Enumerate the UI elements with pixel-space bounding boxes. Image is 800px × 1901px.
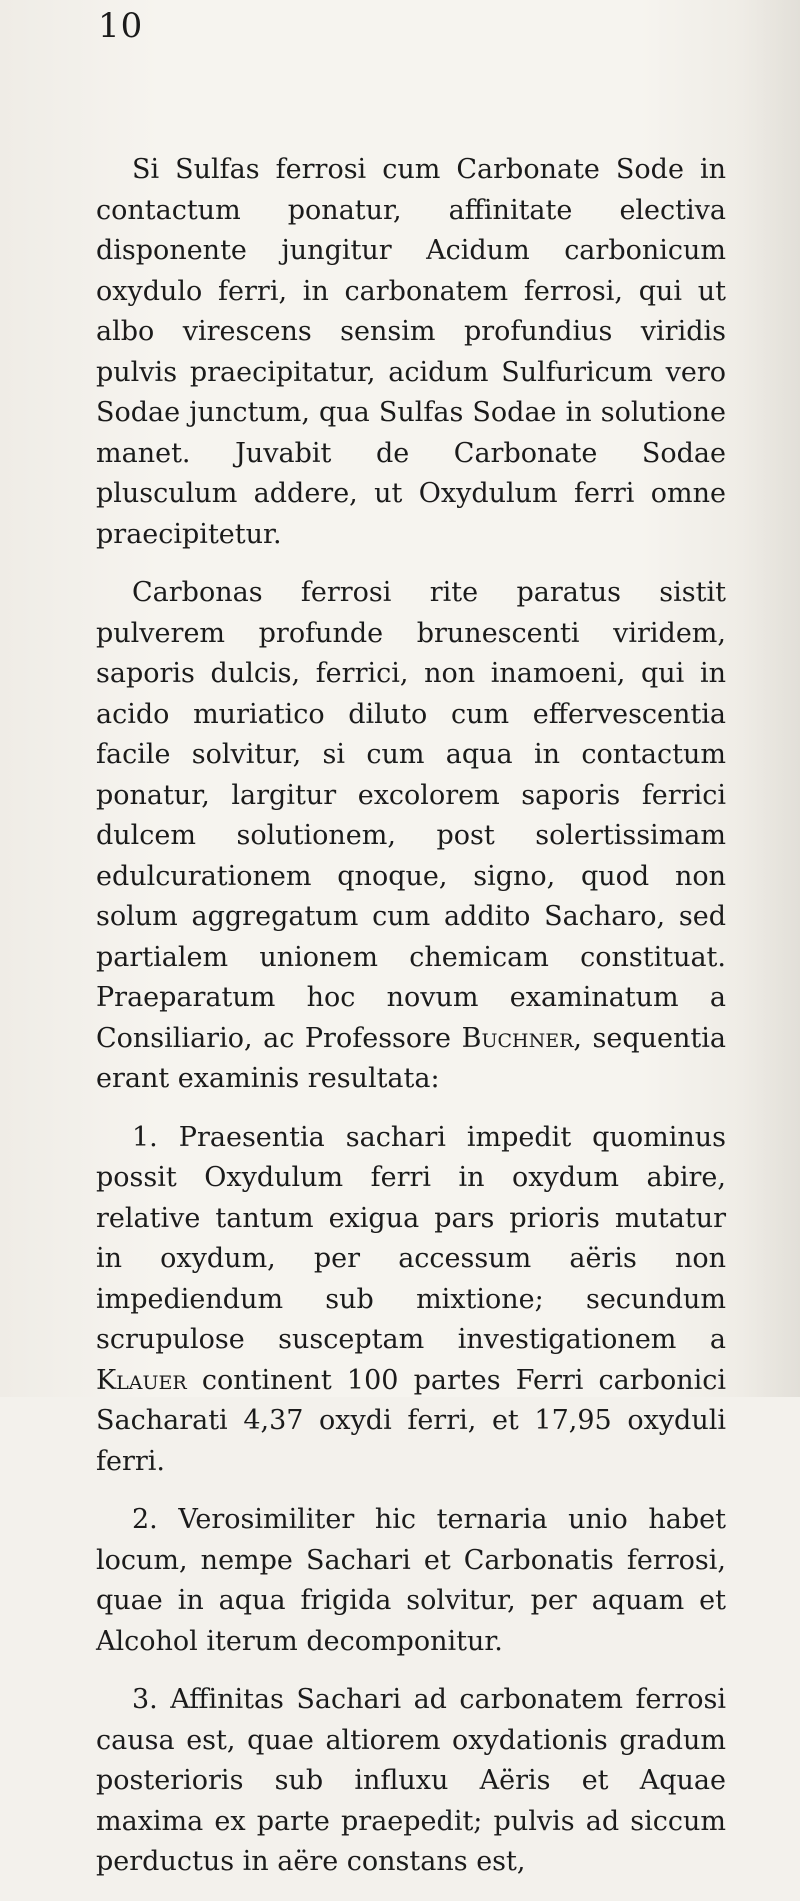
- paragraph-1: Si Sulfas ferrosi cum Carbonate Sode in contactum ponatur, affinitate electiva disponente jungitur Acidum carbonicum oxydulo ferri, in carbonatem ferrosi, qui ut albo virescens sensim profundius viridis pulvis praecipitatur, acidum Sulfuricum vero Sodae junctum, qua Sulfas Sodae in solutione manet. Juvabit de Carbonate Sodae plusculum addere, ut Oxydulum ferri omne praecipitetur.: [96, 154, 726, 550]
- list-item-2: [96, 1500, 726, 1662]
- list-item-number: 2.: [132, 1504, 158, 1535]
- list-item-text: Praesentia sachari impedit quominus possit Oxydulum ferri in oxydum abire, relative tantum exigua pars prioris mutatur in oxydum, per accessum aëris non impediendum sub mixtione; secundum scrupulose susceptam investigationem a: [96, 1121, 726, 1355]
- list-item-text: Affinitas Sachari ad carbonatem ferrosi causa est, quae altiorem oxydationis gradum posterioris sub influxu Aëris et Aquae maxima ex parte praepedit; pulvis ad siccum perductus in aëre constans est,: [96, 1684, 726, 1877]
- list-item-number: 3.: [132, 1684, 158, 1715]
- author-name-buchner: Buchner: [461, 1022, 574, 1054]
- page-number: 10: [98, 6, 144, 46]
- list-item-1: [96, 1118, 726, 1483]
- author-name-klauer: Klauer: [96, 1364, 187, 1396]
- paragraph-2: [96, 573, 726, 1100]
- list-item-text-after: continent 100 partes Ferri carbonici Sacharati 4,37 oxydi ferri, et 17,95 oxyduli ferri.: [96, 1364, 727, 1477]
- body-text: [96, 150, 726, 1901]
- paragraph-2-text: Carbonas ferrosi rite paratus sistit pulverem profunde brunescenti viridem, saporis dulcis, ferrici, non inamoeni, qui in acido muriatico diluto cum effervescentia facile solvitur, si cum aqua in contactum ponatur, largitur excolorem saporis ferrici dulcem solutionem, post solertissimam edulcurationem qnoque, signo, quod non solum aggregatum cum addito Sacharo, sed partialem unionem chemicam constituat. Praeparatum hoc novum examinatum a Consiliario, ac Professore: [96, 577, 726, 1054]
- paragraph-2-tail: , sequentia erant examinis resultata:: [96, 1022, 726, 1094]
- list-item-text: Verosimiliter hic ternaria unio habet locum, nempe Sachari et Carbonatis ferrosi, quae in aqua frigida solvitur, per aquam et Alcohol iterum decomponitur.: [96, 1504, 727, 1657]
- list-item-number: 1.: [132, 1121, 158, 1153]
- list-item-3: [96, 1680, 726, 1883]
- page-edge-shadow: [740, 0, 800, 1397]
